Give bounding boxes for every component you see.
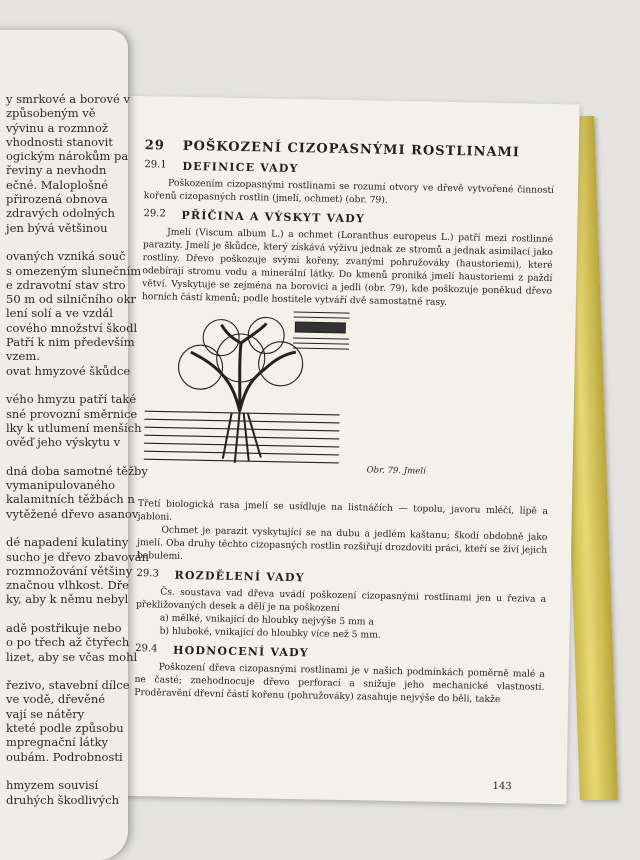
left-page-line: vhodnosti stanovit [6, 134, 113, 149]
list-item: b) hluboké, vnikající do hloubky více než 5 mm. [159, 625, 381, 641]
subsection-title: ROZDĚLENÍ VADY [174, 568, 305, 585]
left-page-line: 50 m od silničního okr [6, 292, 137, 307]
wood-grain-line [293, 338, 349, 339]
left-page-line: vého hmyzu patří také [6, 392, 137, 407]
left-page-line [6, 664, 146, 678]
left-page-line: ověď jeho výskytu v [6, 435, 121, 450]
left-page-line: řeviny a nevhodn [6, 163, 107, 178]
wood-grain-line [294, 317, 350, 318]
left-page-line [6, 449, 146, 463]
wood-grain-line [144, 427, 339, 431]
left-page-line: ogickým nárokům pa [6, 149, 129, 164]
left-page-line: mpregnační látky [6, 735, 108, 750]
cause-paragraph: Jmelí (Viscum album L.) a ochmet (Loranthus europeus L.) patří mezi rostlinné parazity. Jmelí je škůdce, který získává výživu jednak ze stromů a jednak asimilací jako rostliny. Dřevo poškozuje svými kořeny, zvanými pohružováky (haustoriemi), které odebírají stromu vodu a minerální látky. Do kmenů proniká jmelí haustoriemi z paždí větví. Vyskytuje se zejména na borovici a jedli (obr. 79), kde poškozuje poněkud dřevo horních částí kmenů; podle hostitele vytváří dvě samostatné rasy. [141, 226, 554, 308]
wood-grain-line [293, 348, 349, 349]
left-page-line: jen bývá většinou [6, 220, 108, 235]
left-page-line: ovat hmyzové škůdce [6, 363, 131, 378]
left-page-line: oubám. Podrobnosti [6, 749, 123, 764]
wood-grain-line [144, 435, 339, 439]
subsection-number: 29.2 [143, 208, 166, 220]
left-page-line: hmyzem souvisí [6, 778, 99, 793]
section-heading [145, 138, 555, 161]
left-page-line: kalamitních těžbách n [6, 492, 135, 507]
page-content [134, 138, 555, 793]
left-page-line: y smrkové a borové v [6, 92, 130, 106]
wood-grain-line [144, 459, 339, 463]
section-title: POŠKOZENÍ CIZOPASNÝMI ROSTLINAMI [182, 138, 521, 161]
left-page-line: ečné. Maloplošné [6, 177, 109, 192]
section-number: 29 [144, 138, 166, 154]
left-page-line: vytěžené dřevo asanov [6, 506, 139, 521]
left-page-line: ky, aby k němu nebyl [6, 592, 129, 607]
right-page [108, 96, 579, 805]
left-page-line: o po třech až čtyřech [6, 635, 130, 650]
left-page-line: vymanipulovaného [6, 478, 116, 493]
wood-grain-line [145, 419, 340, 423]
left-page-line: s omezeným slunečním [6, 263, 142, 278]
paragraph-after-figure: Třetí biologická rasa jmelí se usídluje na listnáčích — topolu, javoru mléčí, lípě a jabloni. [137, 498, 548, 523]
wood-grain-line [144, 451, 339, 455]
mistletoe-stem [190, 322, 297, 412]
left-page-line [6, 235, 146, 249]
classification-paragraph: Čs. soustava vad dřeva uvádí poškození cizopasnými rostlinami jen u řeziva a překližovaných desek a dělí je na poškození [135, 586, 547, 614]
left-page-line: druhých škodlivých [6, 792, 120, 807]
left-page-line: lky k utlumení menších [6, 420, 142, 435]
left-page-line: vzem. [6, 349, 40, 364]
left-page-line [6, 378, 146, 392]
left-page-line: cového množství škodl [6, 320, 138, 335]
left-page-line: lení solí a ve vzdál [6, 306, 113, 321]
left-page-line: vývinu a rozmnož [6, 120, 108, 135]
subsection-title: PŘÍČINA A VÝSKYT VADY [181, 208, 366, 226]
left-page-line: přirozená obnova [6, 192, 108, 207]
left-page-line: sné provozní směrnice [6, 406, 138, 421]
wood-grain-line [145, 411, 340, 415]
left-page-line: vají se nátěry [6, 706, 85, 721]
subsection-number: 29.3 [136, 568, 159, 580]
left-page-line: dná doba samotné těžby [6, 463, 148, 478]
wood-grain-line [294, 312, 350, 313]
left-page-line: sucho je dřevo zbavován [6, 549, 149, 564]
figure-mistletoe [138, 311, 551, 499]
left-page-line: řezivo, stavební dílce [6, 678, 130, 693]
evaluation-paragraph: Poškození dřeva cizopasnými rostlinami je v našich podmínkách poměrně malé a ne časté; znehodnocuje dřevo perforací a snižuje jeho mechanické vlastnosti. Proděravění dřevní částí kořenu (pohružováky) zasahuje nejvýše do běli, takže [134, 661, 545, 706]
subsection-title: HODNOCENÍ VADY [172, 643, 309, 660]
wood-grain-line [144, 443, 339, 447]
left-page-line: dé napadení kulatiny [6, 535, 129, 550]
left-page-line [6, 521, 146, 535]
left-page-line: lizet, aby se včas mohl [6, 649, 138, 664]
left-page-line: ve vodě, dřevěné [6, 692, 106, 707]
left-page-line [6, 607, 146, 621]
left-page-line [6, 764, 146, 778]
subsection-number: 29.1 [144, 159, 167, 171]
damaged-wood-block [295, 322, 345, 333]
left-page-line: ovaných vzniká souč [6, 249, 126, 264]
left-page-line: kteté podle způsobu [6, 721, 124, 736]
left-page-line: způsobeným vě [6, 106, 96, 121]
left-page-line: e zdravotní stav stro [6, 277, 126, 292]
definition-paragraph: Poškozením cizopasnými rostlinami se rozumí otvory ve dřevě vytvořené činností kořenů cizopasných rostlin (jmelí, ochmet) (obr. 79). [143, 177, 555, 206]
left-page-line: značnou vlhkost. Dře [6, 578, 129, 593]
left-page-line: Patří k nim především [6, 335, 135, 350]
paragraph-ochmet: Ochmet je parazit vyskytující se na dubu a jedlém kaštanu; škodí obdobně jako jmelí. Oba druhy těchto cizopasných rostlin rozšiřují drozdoviti práci, kteří se živí jejich bobulemi. [136, 524, 548, 562]
page-number: 143 [492, 780, 512, 793]
subsection-title: DEFINICE VADY [182, 159, 299, 176]
left-page-line: rozmnožování většiny [6, 563, 133, 578]
list-item: a) mělké, vnikající do hloubky nejvýše 5 mm a [159, 612, 375, 628]
figure-caption: Obr. 79. Jmelí [366, 465, 426, 477]
subsection-number: 29.4 [135, 643, 158, 655]
left-page-line: zdravých odolných [6, 206, 115, 221]
left-page-line: adě postřikuje nebo [6, 620, 122, 635]
wood-section-illustration [291, 308, 352, 354]
wood-grain-line [293, 343, 349, 344]
